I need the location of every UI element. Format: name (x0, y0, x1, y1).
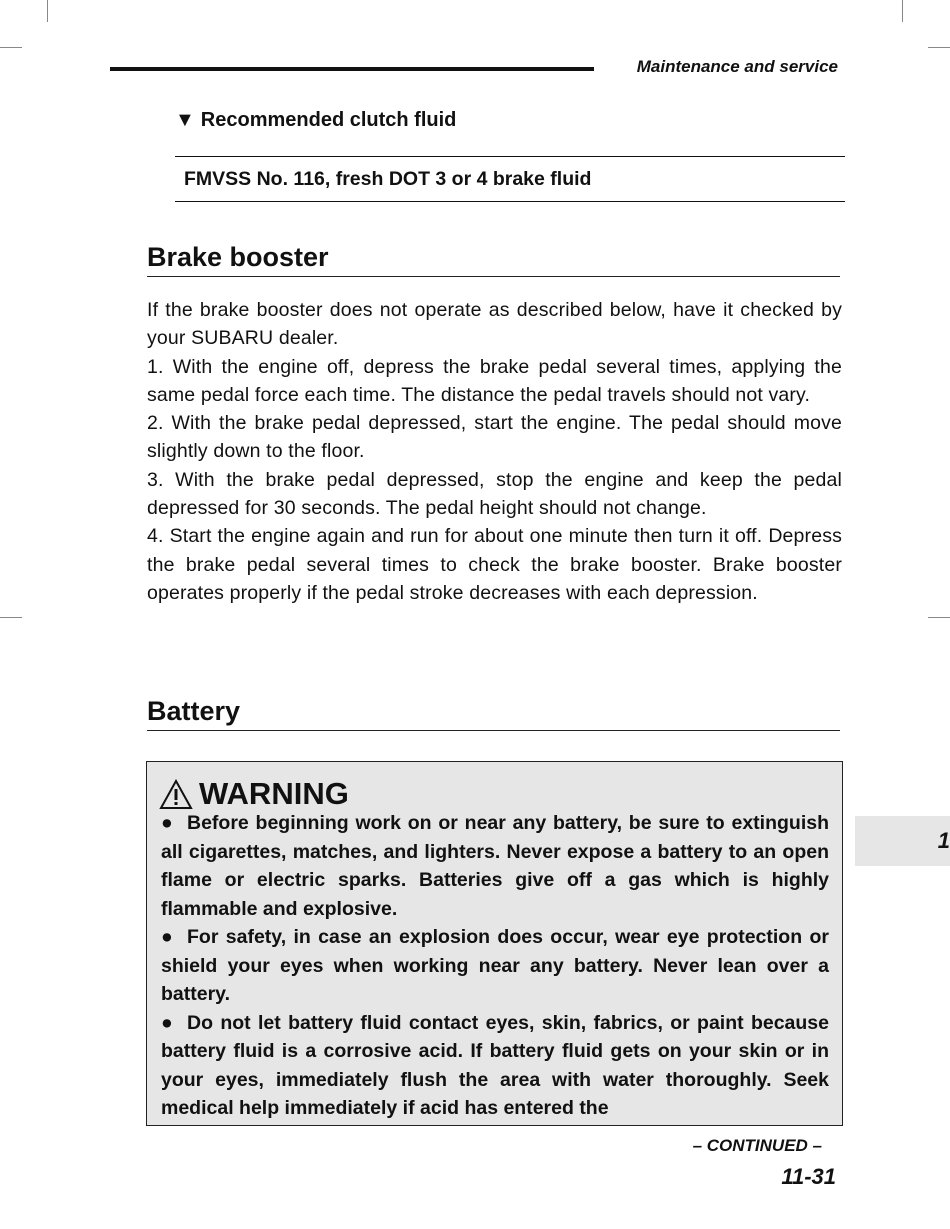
bullet-icon: ● (161, 812, 173, 834)
crop-mark (47, 0, 48, 22)
crop-mark (0, 47, 22, 48)
fluid-heading (175, 109, 456, 132)
warning-bullet-text: For safety, in case an explosion does occur, wear eye protection or shield your eyes when working near any battery. Never lean over a battery. (161, 926, 829, 1005)
crop-mark (928, 617, 950, 618)
fluid-heading-text: Recommended clutch fluid (200, 109, 457, 131)
warning-bullet-text: Do not let battery fluid contact eyes, skin, fabrics, or paint because battery fluid is a corrosive acid. If battery fluid gets on your skin or in your eyes, immediately flush the area with water thoroughly. Seek medical help immediately if acid has entered the (161, 1011, 829, 1119)
header-rule (110, 67, 594, 71)
continued-label: – CONTINUED – (692, 1136, 822, 1155)
warning-bullet-text: Before beginning work on or near any battery, be sure to extinguish all cigarettes, matches, and lighters. Never expose a battery to an open flame or electric sparks. Batteries give off a gas which is highly flammable and explosive. (161, 812, 829, 920)
step-3: 3. With the brake pedal depressed, stop the engine and keep the pedal depressed for 30 seconds. The pedal height should not change. (147, 468, 842, 520)
warning-title (159, 776, 349, 812)
warning-bullet (161, 809, 829, 923)
crop-mark (0, 617, 22, 618)
step-1: 1. With the engine off, depress the brake pedal several times, applying the same pedal force each time. The distance the pedal travels should not vary. (147, 355, 842, 406)
fluid-spec-table (175, 156, 845, 202)
warning-triangle-icon (159, 779, 193, 810)
warning-body (161, 809, 829, 1123)
chapter-tab (855, 816, 950, 866)
step-2: 2. With the brake pedal depressed, start the engine. The pedal should move slightly down to the floor. (147, 412, 842, 463)
brake-booster-body (147, 296, 842, 607)
warning-bullet (161, 923, 829, 1009)
section-title-battery: Battery (147, 696, 840, 731)
triangle-down-icon: ▼ (175, 109, 195, 131)
fluid-spec: FMVSS No. 116, fresh DOT 3 or 4 brake fluid (184, 168, 592, 190)
section-title-brake-booster: Brake booster (147, 242, 840, 277)
warning-box (146, 761, 843, 1126)
chapter-tab-label: 1 (937, 828, 950, 853)
page-number: 11-31 (781, 1164, 836, 1189)
step-4: 4. Start the engine again and run for about one minute then turn it off. Depress the brake pedal several times to check the brake booster. Brake booster operates properly if the pedal stroke decreases with each depression. (147, 525, 842, 604)
bullet-icon: ● (161, 1011, 173, 1034)
warning-title-text: WARNING (199, 776, 349, 811)
warning-bullet (161, 1009, 829, 1123)
crop-mark (902, 0, 903, 22)
paragraph: If the brake booster does not operate as described below, have it checked by your SUBARU dealer. (147, 299, 842, 350)
crop-mark (928, 47, 950, 48)
bullet-icon: ● (161, 926, 173, 948)
running-header: Maintenance and service (636, 57, 838, 76)
